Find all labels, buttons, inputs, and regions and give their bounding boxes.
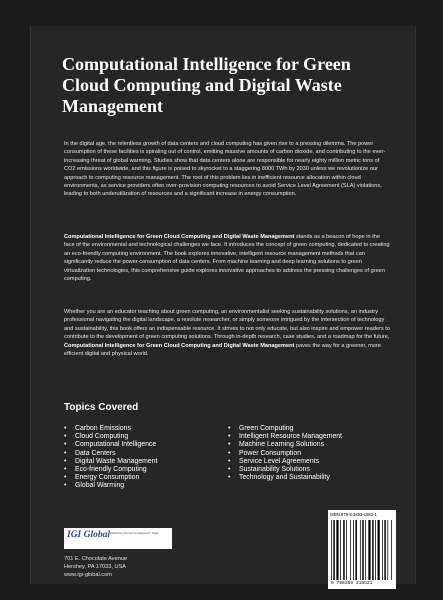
- publisher-logo-text: IGI Global: [67, 530, 111, 540]
- description-paragraph-3: [64, 308, 390, 358]
- bullet-icon: •: [228, 441, 231, 449]
- bullet-icon: •: [228, 474, 231, 482]
- description-paragraph-1: In the digital age, the relentless growth of data centers and cloud computing has given rise to a pressing dilemma. The power consumption of these facilities is spiraling out of control, emitting massive amounts of carbon dioxide, and contributing to the ever-increasing threat of global warming. Studies show that data centers alone are responsible for nearly eighty million metric tons of CO2 emissions worldwide, and this figure is poised to skyrocket to a staggering 8000 TWh by 2030 unless we revolutionize our approach to computing resource management. The root of this problem lies in inefficient resource allocation within cloud environments, as service providers often over-provision computing resources to avoid Service Level Agreement (SLA) violations, leading to both underutilization of resources and a significant increase in energy consumption.: [64, 141, 386, 198]
- bullet-icon: •: [228, 449, 231, 457]
- book-title-bold: Computational Intelligence for Green Cloud Computing and Digital Waste Management: [64, 342, 295, 349]
- topic-item: • Service Level Agreements: [228, 457, 320, 465]
- address-line: Hershey, PA 17033, USA: [64, 563, 126, 570]
- bullet-icon: •: [64, 449, 67, 457]
- address-line: 701 E. Chocolate Avenue: [64, 556, 128, 562]
- topic-item: • Global Warming: [64, 482, 125, 490]
- publisher-logo-tagline: Publishing Tomorrow's Research Today: [110, 531, 159, 535]
- publisher-address: [64, 556, 127, 579]
- topic-item: • Cloud Computing: [64, 433, 129, 441]
- publisher-website: www.igi-global.com: [64, 571, 112, 578]
- topic-item: • Machine Learning Solutions: [228, 441, 325, 449]
- topic-item: • Sustainability Solutions: [228, 466, 310, 474]
- topics-list-left: [64, 425, 157, 491]
- description-paragraph-2: [64, 233, 390, 283]
- topics-heading: Topics Covered: [64, 402, 139, 413]
- topic-item: • Intelligent Resource Management: [228, 433, 343, 441]
- publisher-logo: [64, 528, 172, 549]
- topic-item: • Technology and Sustainability: [228, 474, 330, 482]
- bullet-icon: •: [64, 474, 67, 482]
- topic-item: • Green Computing: [228, 425, 294, 432]
- topic-item: • Carbon Emissions: [64, 425, 131, 432]
- topic-item: • Computational Intelligence: [64, 441, 157, 449]
- isbn-label: ISBN 979-8-3693-1552-1: [330, 512, 377, 517]
- barcode: [328, 510, 396, 589]
- bullet-icon: •: [64, 466, 67, 474]
- bullet-icon: •: [64, 425, 67, 432]
- bullet-icon: •: [64, 457, 67, 465]
- topic-item: • Digital Waste Management: [64, 457, 158, 465]
- paragraph-2-text: stands as a beacon of hope in the face of the environmental and technological challenges we face. It introduces the concept of green computing, dedicated to creating an eco-friendly computing environment. The book explores innovative, intelligent resource management methods that can significantly reduce the power consumption of data centers. From machine learning and deep learning solutions to green virtualization technologies, this comprehensive guide explores innovative approaches to address the pressing challenges of green computing.: [64, 234, 390, 283]
- topic-item: • Energy Consumption: [64, 474, 140, 482]
- paragraph-3-end: paves the way for a greener, more efficient digital and physical world.: [64, 342, 381, 358]
- topic-item: • Eco-friendly Computing: [64, 466, 147, 474]
- barcode-number: 9 798369 315521: [331, 581, 373, 586]
- barcode-bars-icon: [331, 520, 393, 580]
- topics-list-right: [228, 425, 342, 482]
- bullet-icon: •: [228, 466, 231, 474]
- book-title: Computational Intelligence for Green Cloud Computing and Digital Waste Management: [62, 54, 351, 116]
- book-title-bold: Computational Intelligence for Green Cloud Computing and Digital Waste Management: [64, 234, 295, 240]
- bullet-icon: •: [228, 457, 231, 465]
- paragraph-3-start: Whether you are an educator teaching about green computing, an environmentalist seeking sustainability solutions, an industry professional navigating the digital landscape, a resolute researcher, or simply someone intrigued by the intersection of technology and sustainability, this book offers an indispensable resource. It strives to not only educate, but also inspire and empower readers to contribute to the development of green computing solutions. Through in-depth research, case studies, and a roadmap for the future,: [64, 309, 390, 341]
- bullet-icon: •: [64, 441, 67, 449]
- bullet-icon: •: [228, 425, 231, 432]
- bullet-icon: •: [228, 433, 231, 441]
- topic-item: • Data Centers: [64, 449, 116, 457]
- topic-item: • Power Consumption: [228, 449, 302, 457]
- bullet-icon: •: [64, 482, 67, 490]
- bullet-icon: •: [64, 433, 67, 441]
